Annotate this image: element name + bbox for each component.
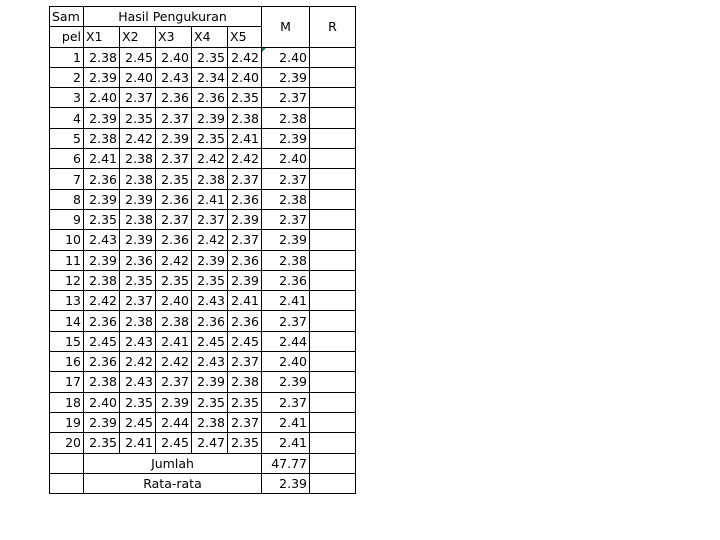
measurement-cell-x2[interactable]: 2.43 xyxy=(120,372,156,392)
measurement-cell-x1[interactable]: 2.35 xyxy=(84,433,120,453)
measurement-cell-x5[interactable]: 2.35 xyxy=(228,433,262,453)
mean-cell[interactable]: 2.40 xyxy=(262,47,310,67)
measurement-cell-x4[interactable]: 2.41 xyxy=(192,189,228,209)
range-cell[interactable] xyxy=(310,128,356,148)
measurement-cell-x1[interactable]: 2.43 xyxy=(84,230,120,250)
range-cell[interactable] xyxy=(310,108,356,128)
measurement-cell-x5[interactable]: 2.41 xyxy=(228,128,262,148)
sample-number-cell[interactable]: 19 xyxy=(50,412,84,432)
sample-header-line2[interactable]: pel xyxy=(50,27,84,47)
mean-cell[interactable]: 2.41 xyxy=(262,412,310,432)
measurement-cell-x3[interactable]: 2.40 xyxy=(156,47,192,67)
measurement-cell-x1[interactable]: 2.45 xyxy=(84,331,120,351)
sample-number-cell[interactable]: 5 xyxy=(50,128,84,148)
sample-number-cell[interactable]: 13 xyxy=(50,291,84,311)
measurement-cell-x2[interactable]: 2.38 xyxy=(120,149,156,169)
mean-cell[interactable]: 2.41 xyxy=(262,291,310,311)
measurement-cell-x5[interactable]: 2.42 xyxy=(228,149,262,169)
measurement-cell-x5[interactable]: 2.37 xyxy=(228,230,262,250)
measurement-cell-x2[interactable]: 2.42 xyxy=(120,128,156,148)
measurement-cell-x2[interactable]: 2.41 xyxy=(120,433,156,453)
measurement-cell-x3[interactable]: 2.39 xyxy=(156,128,192,148)
measurement-cell-x4[interactable]: 2.38 xyxy=(192,412,228,432)
jumlah-row xyxy=(50,453,356,473)
range-cell[interactable] xyxy=(310,250,356,270)
measurement-cell-x5[interactable]: 2.36 xyxy=(228,311,262,331)
measurement-cell-x3[interactable]: 2.35 xyxy=(156,169,192,189)
measurement-cell-x1[interactable]: 2.36 xyxy=(84,311,120,331)
range-cell[interactable] xyxy=(310,189,356,209)
measurement-cell-x2[interactable]: 2.38 xyxy=(120,169,156,189)
table-row xyxy=(50,352,356,372)
measurement-cell-x3[interactable]: 2.36 xyxy=(156,230,192,250)
sample-number-cell[interactable]: 2 xyxy=(50,67,84,87)
measurement-cell-x1[interactable]: 2.39 xyxy=(84,250,120,270)
measurement-cell-x1[interactable]: 2.39 xyxy=(84,108,120,128)
measurement-cell-x2[interactable]: 2.35 xyxy=(120,392,156,412)
measurement-cell-x3[interactable]: 2.35 xyxy=(156,270,192,290)
measurement-cell-x4[interactable]: 2.35 xyxy=(192,392,228,412)
measurement-cell-x5[interactable]: 2.42 xyxy=(228,47,262,67)
range-cell[interactable] xyxy=(310,230,356,250)
table-row xyxy=(50,270,356,290)
measurement-cell-x3[interactable]: 2.43 xyxy=(156,67,192,87)
range-cell[interactable] xyxy=(310,311,356,331)
measurement-cell-x4[interactable]: 2.43 xyxy=(192,291,228,311)
measurement-cell-x3[interactable]: 2.38 xyxy=(156,311,192,331)
table-row xyxy=(50,128,356,148)
measurement-cell-x1[interactable]: 2.38 xyxy=(84,128,120,148)
measurement-cell-x5[interactable]: 2.38 xyxy=(228,372,262,392)
measurement-cell-x1[interactable]: 2.35 xyxy=(84,209,120,229)
column-header-x4[interactable]: X4 xyxy=(192,27,228,47)
measurement-cell-x2[interactable]: 2.37 xyxy=(120,88,156,108)
measurement-cell-x4[interactable]: 2.39 xyxy=(192,250,228,270)
range-cell[interactable] xyxy=(310,331,356,351)
measurement-cell-x2[interactable]: 2.42 xyxy=(120,352,156,372)
mean-cell[interactable]: 2.38 xyxy=(262,108,310,128)
table-row xyxy=(50,88,356,108)
table-row xyxy=(50,108,356,128)
mean-cell[interactable]: 2.37 xyxy=(262,392,310,412)
measurement-cell-x2[interactable]: 2.36 xyxy=(120,250,156,270)
range-cell[interactable] xyxy=(310,270,356,290)
sample-number-cell[interactable]: 4 xyxy=(50,108,84,128)
sample-number-cell[interactable]: 8 xyxy=(50,189,84,209)
range-cell[interactable] xyxy=(310,67,356,87)
range-cell[interactable] xyxy=(310,291,356,311)
table-row xyxy=(50,169,356,189)
measurement-cell-x3[interactable]: 2.37 xyxy=(156,209,192,229)
table-row xyxy=(50,311,356,331)
measurement-cell-x5[interactable]: 2.39 xyxy=(228,270,262,290)
sample-number-cell[interactable]: 10 xyxy=(50,230,84,250)
mean-cell[interactable]: 2.39 xyxy=(262,372,310,392)
measurement-cell-x2[interactable]: 2.45 xyxy=(120,412,156,432)
table-row xyxy=(50,392,356,412)
table-row xyxy=(50,149,356,169)
column-header-x2[interactable]: X2 xyxy=(120,27,156,47)
measurement-cell-x1[interactable]: 2.38 xyxy=(84,47,120,67)
measurement-cell-x3[interactable]: 2.37 xyxy=(156,149,192,169)
rata-empty-cell[interactable] xyxy=(50,473,84,493)
measurement-cell-x5[interactable]: 2.38 xyxy=(228,108,262,128)
mean-cell[interactable]: 2.39 xyxy=(262,67,310,87)
range-cell[interactable] xyxy=(310,47,356,67)
measurement-cell-x5[interactable]: 2.39 xyxy=(228,209,262,229)
measurement-cell-x3[interactable]: 2.40 xyxy=(156,291,192,311)
measurement-cell-x5[interactable]: 2.41 xyxy=(228,291,262,311)
table-row xyxy=(50,67,356,87)
measurement-cell-x1[interactable]: 2.36 xyxy=(84,352,120,372)
measurement-cell-x1[interactable]: 2.38 xyxy=(84,270,120,290)
measurement-cell-x2[interactable]: 2.45 xyxy=(120,47,156,67)
measurement-cell-x1[interactable]: 2.42 xyxy=(84,291,120,311)
sample-number-cell[interactable]: 16 xyxy=(50,352,84,372)
measurement-cell-x3[interactable]: 2.37 xyxy=(156,372,192,392)
mean-cell[interactable]: 2.39 xyxy=(262,128,310,148)
sample-header-line1[interactable]: Sam xyxy=(50,7,84,27)
mean-cell[interactable]: 2.36 xyxy=(262,270,310,290)
measurement-cell-x1[interactable]: 2.36 xyxy=(84,169,120,189)
column-header-x5[interactable]: X5 xyxy=(228,27,262,47)
measurement-cell-x5[interactable]: 2.36 xyxy=(228,250,262,270)
range-cell[interactable] xyxy=(310,412,356,432)
measurement-cell-x5[interactable]: 2.35 xyxy=(228,392,262,412)
mean-cell[interactable]: 2.37 xyxy=(262,169,310,189)
measurement-cell-x4[interactable]: 2.42 xyxy=(192,149,228,169)
header-row-1 xyxy=(50,7,356,27)
measurement-cell-x2[interactable]: 2.37 xyxy=(120,291,156,311)
measurement-cell-x1[interactable]: 2.41 xyxy=(84,149,120,169)
column-header-x3[interactable]: X3 xyxy=(156,27,192,47)
measurement-cell-x4[interactable]: 2.34 xyxy=(192,67,228,87)
measurement-cell-x1[interactable]: 2.40 xyxy=(84,88,120,108)
mean-cell[interactable]: 2.38 xyxy=(262,250,310,270)
measurement-cell-x3[interactable]: 2.44 xyxy=(156,412,192,432)
table-row xyxy=(50,189,356,209)
range-cell[interactable] xyxy=(310,88,356,108)
measurement-cell-x2[interactable]: 2.35 xyxy=(120,270,156,290)
measurement-cell-x3[interactable]: 2.41 xyxy=(156,331,192,351)
table-row xyxy=(50,372,356,392)
measurement-cell-x4[interactable]: 2.36 xyxy=(192,88,228,108)
sample-number-cell[interactable]: 18 xyxy=(50,392,84,412)
measurement-cell-x4[interactable]: 2.35 xyxy=(192,47,228,67)
sample-number-cell[interactable]: 1 xyxy=(50,47,84,67)
table-row xyxy=(50,433,356,453)
jumlah-r-cell[interactable] xyxy=(310,453,356,473)
table-row xyxy=(50,331,356,351)
measurement-cell-x5[interactable]: 2.40 xyxy=(228,67,262,87)
rata-r-cell[interactable] xyxy=(310,473,356,493)
measurement-cell-x5[interactable]: 2.36 xyxy=(228,189,262,209)
measurement-cell-x4[interactable]: 2.42 xyxy=(192,230,228,250)
mean-cell[interactable]: 2.41 xyxy=(262,433,310,453)
range-cell[interactable] xyxy=(310,169,356,189)
mean-cell[interactable]: 2.37 xyxy=(262,88,310,108)
jumlah-value[interactable]: 47.77 xyxy=(262,453,310,473)
table-body xyxy=(50,7,356,494)
measurement-cell-x2[interactable]: 2.35 xyxy=(120,108,156,128)
group-title-cell[interactable]: Hasil Pengukuran xyxy=(84,7,262,27)
measurement-cell-x4[interactable]: 2.39 xyxy=(192,372,228,392)
measurement-cell-x5[interactable]: 2.37 xyxy=(228,412,262,432)
table-row xyxy=(50,291,356,311)
measurement-cell-x3[interactable]: 2.42 xyxy=(156,250,192,270)
range-cell[interactable] xyxy=(310,352,356,372)
measurement-cell-x3[interactable]: 2.36 xyxy=(156,189,192,209)
measurement-cell-x2[interactable]: 2.38 xyxy=(120,311,156,331)
measurement-cell-x1[interactable]: 2.40 xyxy=(84,392,120,412)
mean-cell[interactable]: 2.40 xyxy=(262,352,310,372)
measurement-cell-x1[interactable]: 2.38 xyxy=(84,372,120,392)
mean-cell[interactable]: 2.38 xyxy=(262,189,310,209)
measurement-cell-x4[interactable]: 2.45 xyxy=(192,331,228,351)
table-row xyxy=(50,47,356,67)
r-header-cell[interactable]: R xyxy=(310,7,356,48)
table-row xyxy=(50,209,356,229)
mean-cell[interactable]: 2.44 xyxy=(262,331,310,351)
measurement-cell-x2[interactable]: 2.38 xyxy=(120,209,156,229)
table-row xyxy=(50,412,356,432)
sample-number-cell[interactable]: 7 xyxy=(50,169,84,189)
mean-cell[interactable]: 2.37 xyxy=(262,311,310,331)
measurement-cell-x2[interactable]: 2.43 xyxy=(120,331,156,351)
measurement-cell-x2[interactable]: 2.39 xyxy=(120,189,156,209)
measurement-cell-x5[interactable]: 2.37 xyxy=(228,169,262,189)
range-cell[interactable] xyxy=(310,372,356,392)
mean-cell[interactable]: 2.40 xyxy=(262,149,310,169)
measurement-cell-x1[interactable]: 2.39 xyxy=(84,189,120,209)
rata-rata-value[interactable]: 2.39 xyxy=(262,473,310,493)
measurement-cell-x5[interactable]: 2.45 xyxy=(228,331,262,351)
measurement-cell-x4[interactable]: 2.38 xyxy=(192,169,228,189)
mean-cell[interactable]: 2.39 xyxy=(262,230,310,250)
range-cell[interactable] xyxy=(310,209,356,229)
measurement-cell-x4[interactable]: 2.37 xyxy=(192,209,228,229)
measurement-cell-x4[interactable]: 2.47 xyxy=(192,433,228,453)
sample-number-cell[interactable]: 12 xyxy=(50,270,84,290)
measurement-cell-x3[interactable]: 2.39 xyxy=(156,392,192,412)
sample-number-cell[interactable]: 3 xyxy=(50,88,84,108)
measurement-cell-x3[interactable]: 2.36 xyxy=(156,88,192,108)
table-row xyxy=(50,250,356,270)
measurement-cell-x1[interactable]: 2.39 xyxy=(84,67,120,87)
sample-number-cell[interactable]: 14 xyxy=(50,311,84,331)
jumlah-empty-cell[interactable] xyxy=(50,453,84,473)
range-cell[interactable] xyxy=(310,149,356,169)
measurement-cell-x4[interactable]: 2.35 xyxy=(192,270,228,290)
measurement-cell-x5[interactable]: 2.37 xyxy=(228,352,262,372)
range-cell[interactable] xyxy=(310,392,356,412)
jumlah-label[interactable]: Jumlah xyxy=(84,453,262,473)
measurement-cell-x4[interactable]: 2.36 xyxy=(192,311,228,331)
measurement-cell-x4[interactable]: 2.35 xyxy=(192,128,228,148)
rata-rata-row xyxy=(50,473,356,493)
measurement-cell-x4[interactable]: 2.39 xyxy=(192,108,228,128)
rata-rata-label[interactable]: Rata-rata xyxy=(84,473,262,493)
sample-number-cell[interactable]: 11 xyxy=(50,250,84,270)
mean-cell[interactable]: 2.37 xyxy=(262,209,310,229)
range-cell[interactable] xyxy=(310,433,356,453)
measurement-cell-x1[interactable]: 2.39 xyxy=(84,412,120,432)
measurement-table xyxy=(49,6,356,494)
measurement-cell-x3[interactable]: 2.42 xyxy=(156,352,192,372)
sample-number-cell[interactable]: 6 xyxy=(50,149,84,169)
sample-number-cell[interactable]: 15 xyxy=(50,331,84,351)
measurement-cell-x2[interactable]: 2.40 xyxy=(120,67,156,87)
sample-number-cell[interactable]: 9 xyxy=(50,209,84,229)
table-row xyxy=(50,230,356,250)
column-header-x1[interactable]: X1 xyxy=(84,27,120,47)
measurement-cell-x3[interactable]: 2.45 xyxy=(156,433,192,453)
measurement-cell-x2[interactable]: 2.39 xyxy=(120,230,156,250)
sample-number-cell[interactable]: 17 xyxy=(50,372,84,392)
sample-number-cell[interactable]: 20 xyxy=(50,433,84,453)
m-header-cell[interactable]: M xyxy=(262,7,310,48)
measurement-cell-x4[interactable]: 2.43 xyxy=(192,352,228,372)
measurement-cell-x5[interactable]: 2.35 xyxy=(228,88,262,108)
measurement-cell-x3[interactable]: 2.37 xyxy=(156,108,192,128)
